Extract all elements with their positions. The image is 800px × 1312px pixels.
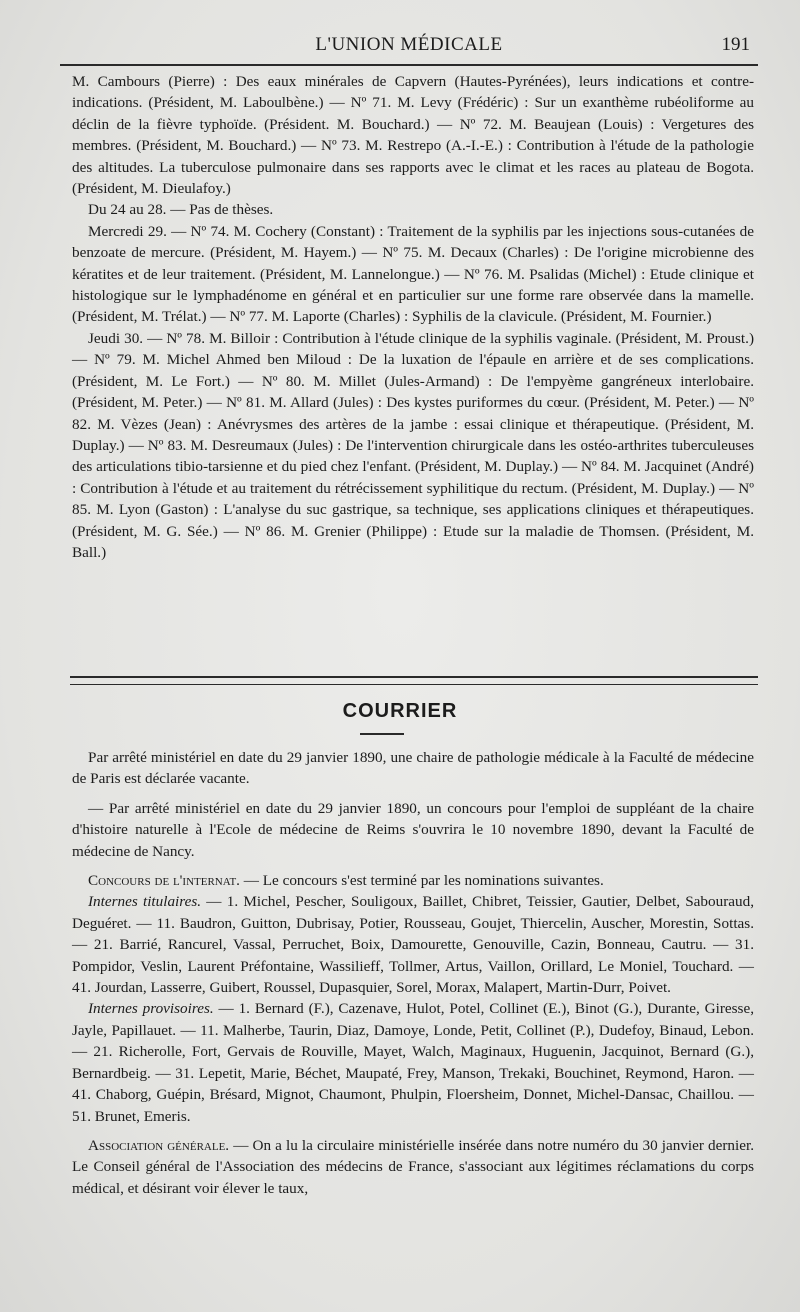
association-text: — On a lu la circulaire ministérielle insérée dans notre numéro du 30 janvier dernier. Le Conseil général de l'Association des médecins de France, s'associant aux légitimes réclamations du corps médical, et désirant voir élever le taux, [72,1136,754,1197]
theses-paragraph: M. Cambours (Pierre) : Des eaux minérales de Capvern (Hautes-Pyrénées), leurs indications et contre-indications. (Président, M. Laboulbène.) — Nº 71. M. Levy (Frédéric) : Sur un exanthème rubéoliforme au déclin de la fièvre typhoïde. (Président. M. Bouchard.) — Nº 72. M. Beaujean (Louis) : Vergetures des membres. (Président, M. Bouchard.) — Nº 73. M. Restrepo (A.-I.-E.) : Contribution à l'étude de la pathologie des altitudes. La tuberculose pulmonaire dans ses rapports avec le climat et les races au plateau de Bogota. (Président, M. Dieulafoy.) [72,73,754,198]
titulaires-paragraph [72,891,754,998]
journal-title: L'UNION MÉDICALE [315,34,503,55]
courrier-body [72,747,754,1199]
provisoires-label: Internes provisoires. [88,1000,214,1018]
section-title-courrier: COURRIER [342,700,458,722]
theses-paragraph: Du 24 au 28. — Pas de thèses. [88,201,274,219]
courrier-paragraph: Par arrêté ministériel en date du 29 janvier 1890, une chaire de pathologie médicale à la Faculté de médecine de Paris est déclarée vacante. [72,749,754,788]
theses-list [72,71,754,563]
association-label: Association générale. [88,1136,230,1154]
provisoires-paragraph [72,998,754,1126]
association-paragraph [72,1135,754,1199]
running-header [60,34,758,62]
concours-paragraph [72,870,754,891]
concours-text: — Le concours s'est terminé par les nominations suivantes. [239,872,604,890]
titulaires-label: Internes titulaires. [88,893,202,911]
section-divider [70,676,758,685]
concours-label: Concours de l'internat. [88,872,240,890]
page-number: 191 [721,34,750,55]
section-title-underline [360,733,404,735]
theses-paragraph: Jeudi 30. — Nº 78. M. Billoir : Contribution à l'étude clinique de la syphilis vaginale. (Président, M. Proust.) — Nº 79. M. Michel Ahmed ben Miloud : De la luxation de l'épaule en arrière et de ses complications. (Président, M. Le Fort.) — Nº 80. M. Millet (Jules-Armand) : De l'empyème gangréneux interlobaire. (Président, M. Peter.) — Nº 81. M. Allard (Jules) : Des kystes puriformes du cœur. (Président, M. Peter.) — Nº 82. M. Vèzes (Jean) : Anévrysmes des artères de la jambe : essai clinique et thérapeutique. (Président, M. Duplay.) — Nº 83. M. Desreumaux (Jules) : De l'intervention chirurgicale dans les ostéo-arthrites tuberculeuses des articulations tibio-tarsienne et du pied chez l'enfant. (Président, M. Duplay.) — Nº 84. M. Jacquinet (André) : Contribution à l'étude et au traitement du rétrécissement syphilitique du rectum. (Président, M. Duplay.) — Nº 85. M. Lyon (Gaston) : L'analyse du suc gastrique, sa technique, ses applications cliniques et thérapeutiques. (Président, M. G. Sée.) — Nº 86. M. Grenier (Philippe) : Etude sur la maladie de Thomsen. (Président, M. Ball.) [72,329,754,561]
header-rule [60,64,758,66]
titulaires-text: — 1. Michel, Pescher, Souligoux, Baillet, Chibret, Teissier, Gautier, Delbet, Sabouraud, Deguéret. — 11. Baudron, Guitton, Dubrisay, Potier, Rousseau, Goujet, Thiercelin, Auscher, Morestin, Sottas. — 21. Barrié, Rancurel, Vassal, Perruchet, Boix, Damourette, Genouville, Cazin, Bonneau, Cautru. — 31. Pompidor, Veslin, Laurent Préfontaine, Wassilieff, Tollmer, Artus, Vaillon, Orillard, Le Moniel, Touchard. — 41. Jourdan, Lasserre, Guibert, Roussel, Dupasquier, Sorel, Morax, Malapert, Martin-Durr, Poivet. [72,893,754,997]
courrier-paragraph: — Par arrêté ministériel en date du 29 janvier 1890, un concours pour l'emploi de suppléant de la chaire d'histoire naturelle à l'Ecole de médecine de Reims s'ouvrira le 10 novembre 1890, devant la Faculté de médecine de Nancy. [72,799,754,860]
theses-paragraph: Mercredi 29. — Nº 74. M. Cochery (Constant) : Traitement de la syphilis par les injections sous-cutanées de benzoate de mercure. (Président, M. Hayem.) — Nº 75. M. Decaux (Charles) : De l'origine microbienne des kératites et de leur traitement. (Président, M. Lannelongue.) — Nº 76. M. Psalidas (Michel) : Etude clinique et histologique sur le lymphadénome en général et en particulier sur une forme rare observée dans la mamelle. (Président, M. Trélat.) — Nº 77. M. Laporte (Charles) : Syphilis de la clavicule. (Président, M. Fournier.) [72,222,754,326]
provisoires-text: — 1. Bernard (F.), Cazenave, Hulot, Potel, Collinet (E.), Binot (G.), Durante, Giresse, Jayle, Papillauet. — 11. Malherbe, Taurin, Diaz, Damoye, Londe, Petit, Collinet (P.), Dudefoy, Binaud, Lebon. — 21. Richerolle, Fort, Gervais de Rouville, Mayet, Walch, Maginaux, Huguenin, Jacquinot, Bernard (G.), Bernardbeig. — 31. Lepetit, Marie, Béchet, Maupaté, Frey, Manson, Trekaki, Bouchinet, Reymond, Haron. — 41. Chaborg, Guépin, Brésard, Mignot, Chaumont, Phulpin, Floersheim, Donnet, Michel-Dansac, Chaillou. — 51. Brunet, Emeris. [72,1000,755,1125]
